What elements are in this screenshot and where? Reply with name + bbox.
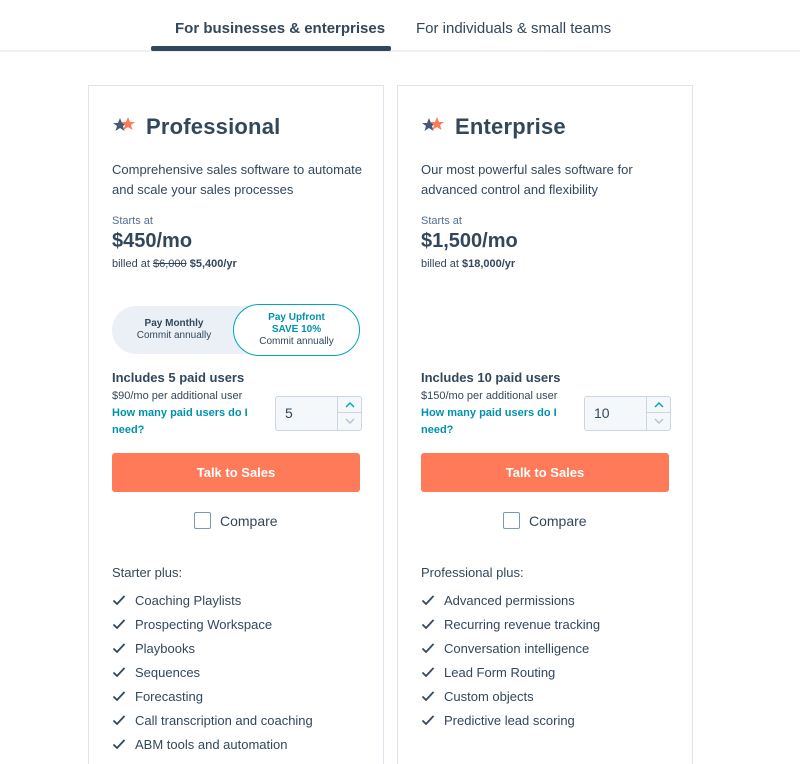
checkmark-icon: [112, 665, 126, 679]
chevron-down-icon: [345, 418, 355, 424]
paid-users-stepper[interactable]: [275, 396, 362, 431]
compare-toggle[interactable]: [194, 512, 278, 529]
feature-item: [112, 612, 313, 636]
compare-checkbox[interactable]: [503, 512, 520, 529]
checkmark-icon: [112, 641, 126, 655]
checkmark-icon: [421, 713, 435, 727]
plan-card-professional: [88, 85, 384, 764]
feature-item: [112, 636, 313, 660]
stepper-down-button[interactable]: [647, 413, 670, 429]
feature-label: Lead Form Routing: [444, 664, 556, 680]
feature-item: [112, 732, 313, 756]
starts-at-label: Starts at: [112, 215, 153, 227]
active-tab-indicator: [151, 46, 391, 51]
billed-info: [421, 258, 515, 270]
feature-item: [112, 660, 313, 684]
plan-audience-tabs: [0, 0, 800, 52]
talk-to-sales-button[interactable]: Talk to Sales: [112, 453, 360, 492]
checkmark-icon: [112, 617, 126, 631]
feature-label: Advanced permissions: [444, 592, 575, 608]
plan-price: $1,500/mo: [421, 230, 518, 252]
feature-list: [112, 588, 313, 756]
feature-item: [112, 588, 313, 612]
plan-name: Professional: [146, 114, 281, 139]
stepper-up-button[interactable]: [338, 397, 361, 413]
sales-hub-logo-icon: [420, 116, 446, 136]
compare-checkbox[interactable]: [194, 512, 211, 529]
talk-to-sales-button[interactable]: Talk to Sales: [421, 453, 669, 492]
included-users: Includes 5 paid users: [112, 370, 245, 385]
checkmark-icon: [421, 593, 435, 607]
paid-users-help-link[interactable]: How many paid users do I need?: [421, 407, 557, 436]
additional-user-price: $90/mo per additional user: [112, 390, 243, 402]
paid-users-value: 10: [594, 405, 610, 421]
feature-label: Predictive lead scoring: [444, 712, 575, 728]
feature-item: [421, 708, 600, 732]
pay-upfront-option[interactable]: [233, 304, 360, 356]
compare-label: Compare: [529, 512, 587, 529]
checkmark-icon: [112, 713, 126, 727]
feature-label: Sequences: [135, 664, 201, 680]
chevron-up-icon: [345, 402, 355, 408]
plan-card-enterprise: [397, 85, 693, 764]
tab-businesses-enterprises[interactable]: For businesses & enterprises: [175, 20, 386, 37]
additional-user-price: $150/mo per additional user: [421, 390, 558, 402]
feature-item: [112, 708, 313, 732]
feature-item: [421, 660, 600, 684]
plan-description: Our most powerful sales software for advanced control and flexibility: [421, 162, 633, 197]
pay-monthly-option[interactable]: [112, 306, 236, 354]
features-title: Professional plus:: [421, 565, 524, 580]
checkmark-icon: [421, 617, 435, 631]
checkmark-icon: [112, 689, 126, 703]
stepper-down-button[interactable]: [338, 413, 361, 429]
compare-toggle[interactable]: [503, 512, 587, 529]
feature-list: [421, 588, 600, 732]
feature-label: Coaching Playlists: [135, 592, 242, 608]
checkmark-icon: [112, 737, 126, 751]
checkmark-icon: [421, 689, 435, 703]
features-title: Starter plus:: [112, 565, 183, 580]
feature-label: Conversation intelligence: [444, 640, 590, 656]
billed-prefix: billed at: [421, 258, 459, 270]
paid-users-value: 5: [285, 405, 293, 421]
paid-users-help-link[interactable]: How many paid users do I need?: [112, 407, 248, 436]
feature-label: Custom objects: [444, 688, 534, 704]
tab-individuals-small-teams[interactable]: For individuals & small teams: [416, 20, 612, 37]
feature-label: ABM tools and automation: [135, 736, 288, 752]
feature-item: [421, 636, 600, 660]
billed-discounted-price: $5,400/yr: [189, 258, 237, 270]
included-users: Includes 10 paid users: [421, 370, 561, 385]
feature-item: [421, 612, 600, 636]
pay-monthly-label: Pay Monthly: [144, 318, 204, 329]
billed-prefix: billed at: [112, 258, 150, 270]
pay-upfront-label: Pay Upfront: [268, 312, 325, 323]
billed-price: $18,000/yr: [461, 258, 516, 270]
plan-price: $450/mo: [112, 230, 193, 252]
checkmark-icon: [112, 593, 126, 607]
checkmark-icon: [421, 641, 435, 655]
save-badge: SAVE 10%: [271, 324, 322, 335]
starts-at-label: Starts at: [421, 215, 462, 227]
feature-label: Forecasting: [135, 688, 203, 704]
stepper-up-button[interactable]: [647, 397, 670, 413]
plan-name: Enterprise: [455, 114, 566, 139]
checkmark-icon: [421, 665, 435, 679]
feature-label: Prospecting Workspace: [135, 616, 273, 632]
paid-users-stepper[interactable]: [584, 396, 671, 431]
feature-label: Recurring revenue tracking: [444, 616, 601, 632]
billed-info: [112, 258, 237, 270]
compare-label: Compare: [220, 512, 278, 529]
feature-item: [112, 684, 313, 708]
chevron-up-icon: [654, 402, 664, 408]
billed-original-price: $6,000: [152, 258, 187, 270]
billing-toggle: [112, 306, 360, 354]
pay-monthly-commit: Commit annually: [136, 330, 212, 341]
plan-description: Comprehensive sales software to automate and scale your sales processes: [112, 162, 363, 197]
pay-upfront-commit: Commit annually: [259, 336, 334, 347]
feature-item: [421, 588, 600, 612]
stepper-arrows: [646, 397, 670, 430]
feature-label: Playbooks: [135, 640, 195, 656]
stepper-arrows: [337, 397, 361, 430]
sales-hub-logo-icon: [111, 116, 137, 136]
feature-item: [421, 684, 600, 708]
feature-label: Call transcription and coaching: [135, 712, 313, 728]
chevron-down-icon: [654, 418, 664, 424]
